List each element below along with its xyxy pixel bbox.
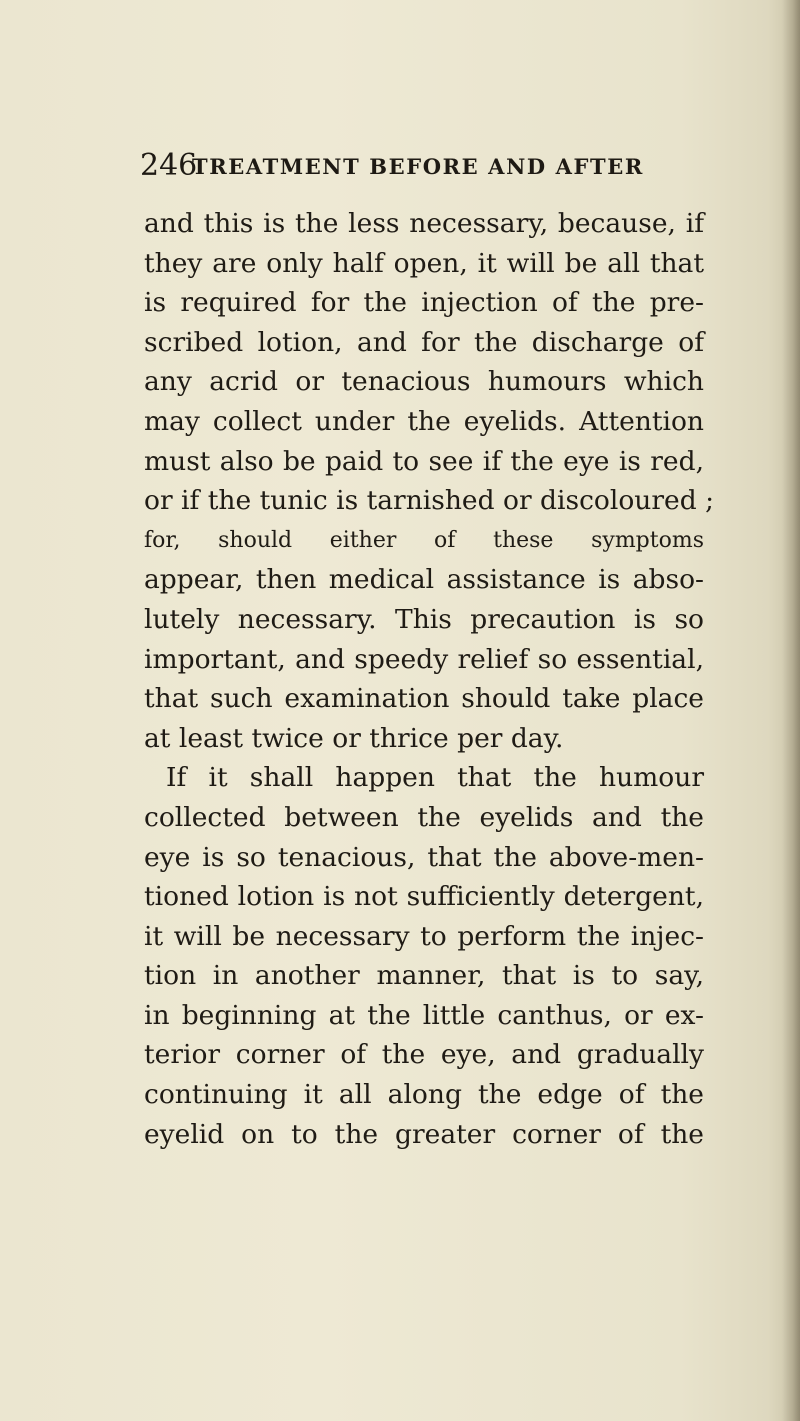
text-line: terior corner of the eye, and gradually bbox=[144, 1039, 704, 1071]
text-line: eyelid on to the greater corner of the bbox=[144, 1118, 704, 1150]
text-line: appear, then medical assistance is abso- bbox=[144, 564, 704, 596]
page-edge-shadow bbox=[782, 0, 800, 1421]
text-line: must also be paid to see if the eye is red, bbox=[144, 445, 704, 477]
text-line: in beginning at the little canthus, or ex- bbox=[144, 999, 704, 1031]
text-line: for, should either of these symptoms bbox=[144, 527, 704, 553]
text-line: any acrid or tenacious humours which bbox=[144, 366, 704, 398]
text-line: If it shall happen that the humour bbox=[166, 762, 704, 794]
text-line: is required for the injection of the pre- bbox=[144, 287, 704, 319]
text-line: and this is the less necessary, because, if bbox=[144, 208, 704, 239]
text-line: that such examination should take place bbox=[144, 683, 704, 715]
page-number: 246 bbox=[140, 148, 198, 183]
text-line: scribed lotion, and for the discharge of bbox=[144, 326, 704, 358]
text-line: or if the tunic is tarnished or discoloured ; bbox=[144, 485, 715, 517]
text-line: important, and speedy relief so essential, bbox=[144, 643, 704, 675]
text-line: they are only half open, it will be all that bbox=[144, 247, 704, 279]
text-line: may collect under the eyelids. Attention bbox=[144, 405, 704, 437]
text-line: continuing it all along the edge of the bbox=[144, 1079, 704, 1111]
text-line: collected between the eyelids and the bbox=[144, 801, 704, 833]
running-title: TREATMENT BEFORE AND AFTER bbox=[192, 154, 644, 179]
text-line: at least twice or thrice per day. bbox=[144, 722, 564, 754]
text-line: eye is so tenacious, that the above-men- bbox=[144, 841, 704, 873]
text-line: tioned lotion is not sufficiently detergent, bbox=[144, 881, 704, 913]
text-line: tion in another manner, that is to say, bbox=[144, 960, 704, 992]
body-text bbox=[144, 204, 715, 1154]
text-line: it will be necessary to perform the injec- bbox=[144, 920, 704, 952]
page-header bbox=[140, 148, 700, 188]
text-line: lutely necessary. This precaution is so bbox=[144, 603, 704, 635]
